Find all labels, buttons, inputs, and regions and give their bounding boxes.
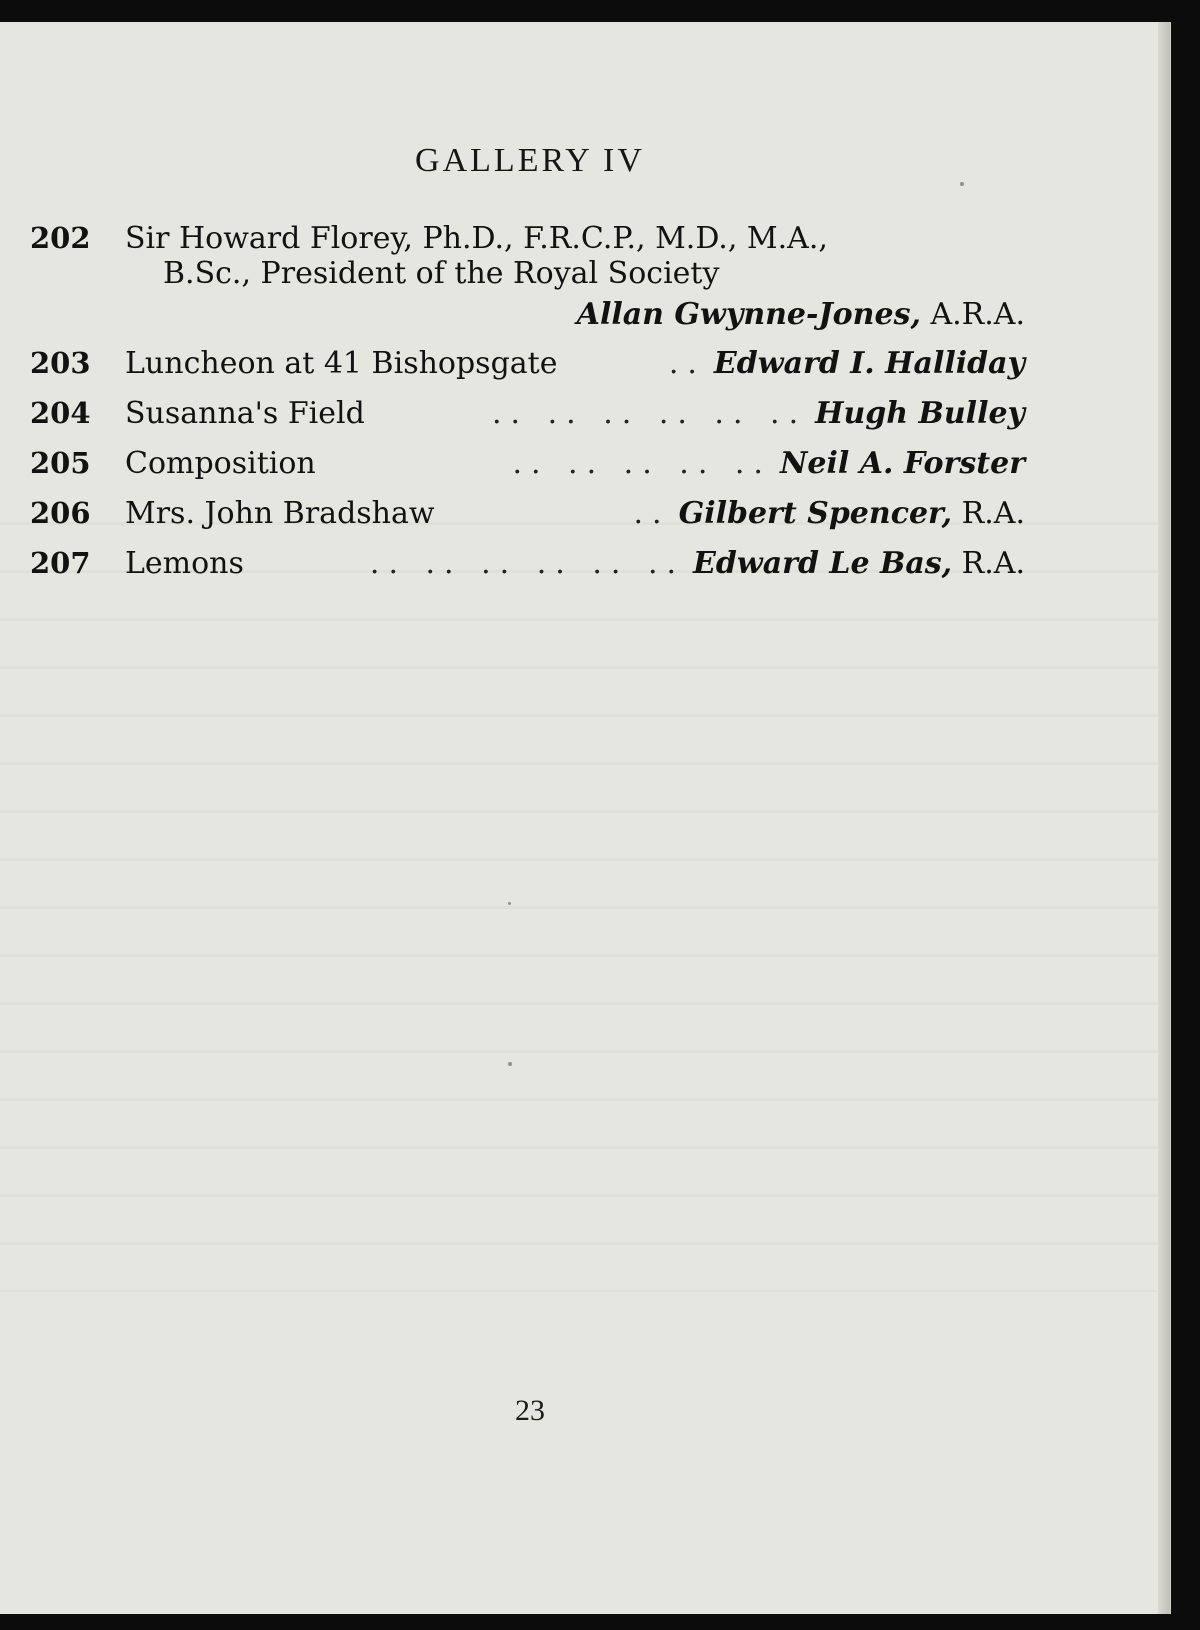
entry-number: 204 bbox=[30, 396, 91, 430]
entry-honours: R.A. bbox=[961, 496, 1025, 531]
entry-title: Sir Howard Florey, Ph.D., F.R.C.P., M.D., M.A., bbox=[125, 221, 828, 256]
entry-artist: Edward Le Bas, bbox=[693, 546, 953, 581]
catalogue-entry bbox=[30, 538, 1025, 588]
entry-artist: Hugh Bulley bbox=[815, 396, 1025, 431]
entry-artist-line bbox=[815, 389, 1025, 439]
paper-speck bbox=[508, 1062, 512, 1066]
dot-leader: .. bbox=[668, 346, 706, 381]
paper-speck bbox=[508, 902, 511, 905]
catalogue-entries bbox=[30, 220, 1025, 588]
entry-title: Lemons bbox=[125, 546, 244, 581]
dot-leader: .. bbox=[633, 496, 671, 531]
catalogue-page bbox=[0, 22, 1171, 1614]
entry-artist: Gilbert Spencer, bbox=[678, 496, 953, 531]
catalogue-entry bbox=[30, 488, 1025, 538]
dot-leader: .. .. .. .. .. .. bbox=[369, 546, 686, 581]
show-through-texture bbox=[0, 492, 1168, 1292]
entry-artist-line bbox=[714, 339, 1025, 389]
entry-artist-line bbox=[780, 439, 1025, 489]
catalogue-entry bbox=[30, 338, 1025, 388]
catalogue-entry bbox=[30, 220, 1025, 338]
entry-artist: Neil A. Forster bbox=[779, 446, 1025, 481]
entry-artist-line bbox=[30, 292, 1025, 338]
catalogue-entry bbox=[30, 388, 1025, 438]
page-edge-shadow bbox=[1158, 22, 1170, 1614]
catalogue-entry bbox=[30, 438, 1025, 488]
entry-number: 206 bbox=[30, 496, 91, 530]
paper-speck bbox=[960, 182, 964, 186]
entry-honours: A.R.A. bbox=[930, 297, 1025, 332]
entry-title: Luncheon at 41 Bishopsgate bbox=[125, 346, 558, 381]
entry-artist-line bbox=[693, 539, 1025, 589]
dot-leader: .. .. .. .. .. .. bbox=[492, 396, 808, 431]
entry-number: 202 bbox=[30, 221, 91, 255]
entry-number: 203 bbox=[30, 346, 91, 380]
entry-number: 207 bbox=[30, 546, 91, 580]
page-number: 23 bbox=[515, 1394, 545, 1427]
entry-artist-line bbox=[679, 489, 1025, 539]
entry-artist: Edward I. Halliday bbox=[713, 346, 1025, 381]
entry-honours: R.A. bbox=[961, 546, 1025, 581]
entry-first-line bbox=[30, 220, 1025, 256]
entry-title: Susanna's Field bbox=[125, 396, 365, 431]
entry-title: Mrs. John Bradshaw bbox=[125, 496, 435, 531]
entry-number: 205 bbox=[30, 446, 91, 480]
entry-title: Composition bbox=[125, 446, 316, 481]
entry-title-continuation: B.Sc., President of the Royal Society bbox=[163, 256, 720, 291]
entry-artist: Allan Gwynne-Jones, bbox=[576, 297, 921, 332]
dot-leader: .. .. .. .. .. bbox=[512, 446, 772, 481]
gallery-heading: GALLERY IV bbox=[415, 142, 645, 179]
